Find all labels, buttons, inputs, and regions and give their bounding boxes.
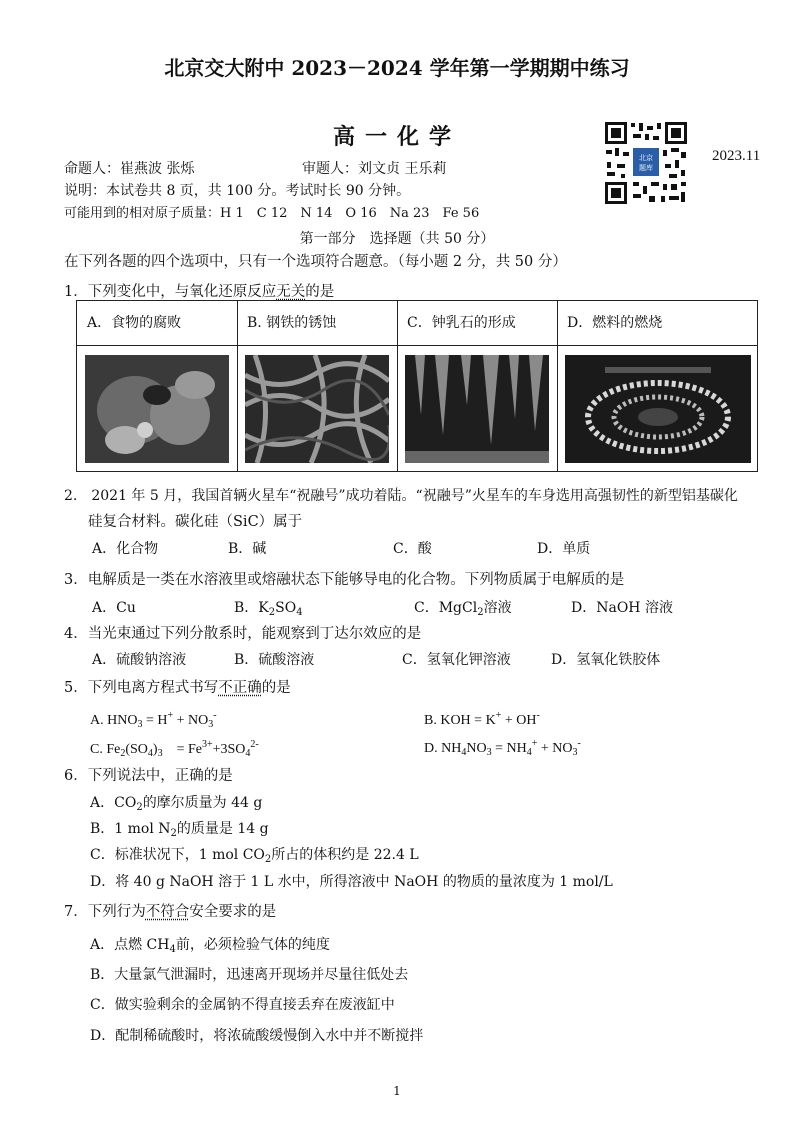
exam-title: 北京交大附中 2023－2024 学年第一学期期中练习 bbox=[164, 56, 630, 80]
q7-option-c[interactable]: C．做实验剩余的金属钠不得直接丢弃在废液缸中 bbox=[90, 997, 395, 1013]
part-instruction: 在下列各题的四个选项中，只有一个选项符合题意。（每小题 2 分，共 50 分） bbox=[64, 254, 567, 270]
page-number: 1 bbox=[393, 1084, 401, 1098]
question-7-stem: 7．下列行为不符合安全要求的是 bbox=[64, 904, 277, 920]
q4-option-a[interactable]: A．硫酸钠溶液 bbox=[92, 652, 187, 668]
q3-option-d[interactable]: D．NaOH 溶液 bbox=[571, 600, 673, 616]
q3-option-a[interactable]: A．Cu bbox=[92, 600, 136, 616]
question-5-stem: 5．下列电离方程式书写不正确的是 bbox=[64, 680, 291, 696]
exam-info: 说明：本试卷共 8 页，共 100 分。考试时长 90 分钟。 bbox=[64, 183, 411, 199]
subject-title: 高一化学 bbox=[332, 124, 461, 150]
q4-option-c[interactable]: C．氢氧化钾溶液 bbox=[402, 652, 511, 668]
q5-option-c[interactable]: C. $Fe_2(SO_4)_3$ = $Fe^{3+}+3SO_4^{2-}$ bbox=[90, 739, 259, 759]
q2-option-c[interactable]: C．酸 bbox=[393, 541, 432, 557]
option-b[interactable]: B. 钢铁的锈蚀 bbox=[247, 315, 337, 331]
question-2-line2: 硅复合材料。碳化硅（SiC）属于 bbox=[88, 514, 303, 530]
question-3-stem: 3．电解质是一类在水溶液里或熔融状态下能够导电的化合物。下列物质属于电解质的是 bbox=[64, 572, 625, 588]
q7-option-d[interactable]: D．配制稀硫酸时，将浓硫酸缓慢倒入水中并不断搅拌 bbox=[90, 1028, 424, 1044]
option-a[interactable]: A．食物的腐败 bbox=[87, 315, 182, 331]
emphasis: 不符合 bbox=[145, 904, 190, 920]
question-2-line1: 2. 2021 年 5 月，我国首辆火星车“祝融号”成功着陆。“祝融号”火星车的车身选用高强韧性的新型铝基碳化 bbox=[64, 488, 738, 504]
atomic-masses: 可能用到的相对原子质量：H 1 C 12 N 14 O 16 Na 23 Fe 56 bbox=[64, 206, 480, 221]
q7-option-a[interactable]: A．点燃 $CH_4$前，必须检验气体的纯度 bbox=[90, 937, 330, 955]
question-1-table bbox=[76, 300, 758, 472]
exam-date: 2023.11 bbox=[712, 148, 761, 164]
question-6-stem: 6．下列说法中，正确的是 bbox=[64, 768, 233, 784]
emphasis: 不正确 bbox=[218, 680, 262, 696]
q5-option-b[interactable]: B. KOH = K+ + OH- bbox=[424, 710, 540, 728]
emphasis: 无关 bbox=[276, 284, 306, 300]
svg-text:题库: 题库 bbox=[639, 164, 653, 172]
q6-option-d[interactable]: D．将 40 g NaOH 溶于 1 L 水中，所得溶液中 NaOH 的物质的量浓度为 1 mol/L bbox=[90, 874, 613, 890]
question-1-stem: 1．下列变化中，与氧化还原反应无关的是 bbox=[64, 284, 335, 300]
rusty-steel-image bbox=[245, 355, 389, 463]
q4-option-b[interactable]: B．硫酸溶液 bbox=[234, 652, 315, 668]
option-d[interactable]: D．燃料的燃烧 bbox=[567, 315, 663, 331]
part-title: 第一部分 选择题（共 50 分） bbox=[299, 231, 495, 247]
q2-option-b[interactable]: B．碱 bbox=[228, 541, 267, 557]
stalactite-image bbox=[405, 355, 549, 463]
authors: 命题人：崔燕波 张烁 bbox=[64, 161, 195, 177]
qr-code-icon[interactable] bbox=[603, 120, 689, 206]
option-c[interactable]: C．钟乳石的形成 bbox=[407, 315, 516, 331]
reviewers: 审题人：刘文贞 王乐莉 bbox=[302, 161, 447, 177]
q6-option-c[interactable]: C．标准状况下，1 mol $CO_2$所占的体积约是 22.4 L bbox=[90, 847, 419, 865]
q3-option-c[interactable]: C．MgCl$_2$溶液 bbox=[414, 600, 512, 618]
q5-option-d[interactable]: D. $NH_4NO_3 = NH_4^+ + NO_3^-$ bbox=[424, 738, 581, 758]
q2-option-d[interactable]: D．单质 bbox=[537, 541, 591, 557]
q4-option-d[interactable]: D．氢氧化铁胶体 bbox=[551, 652, 661, 668]
q6-option-b[interactable]: B．1 mol $N_2$的质量是 14 g bbox=[90, 821, 269, 839]
q2-option-a[interactable]: A．化合物 bbox=[92, 541, 159, 557]
q6-option-a[interactable]: A．$CO_2$的摩尔质量为 44 g bbox=[90, 795, 263, 813]
question-4-stem: 4．当光束通过下列分散系时，能观察到丁达尔效应的是 bbox=[64, 626, 422, 642]
q3-option-b[interactable]: B．$K_2SO_4$ bbox=[234, 600, 303, 618]
fuel-burning-image bbox=[565, 355, 751, 463]
q7-option-b[interactable]: B．大量氯气泄漏时，迅速离开现场并尽量往低处去 bbox=[90, 967, 409, 983]
q5-option-a[interactable]: A. $HNO_3 = H^+ + NO_3^-$ bbox=[90, 710, 217, 730]
food-decay-image bbox=[85, 355, 229, 463]
svg-text:北京: 北京 bbox=[639, 154, 653, 162]
